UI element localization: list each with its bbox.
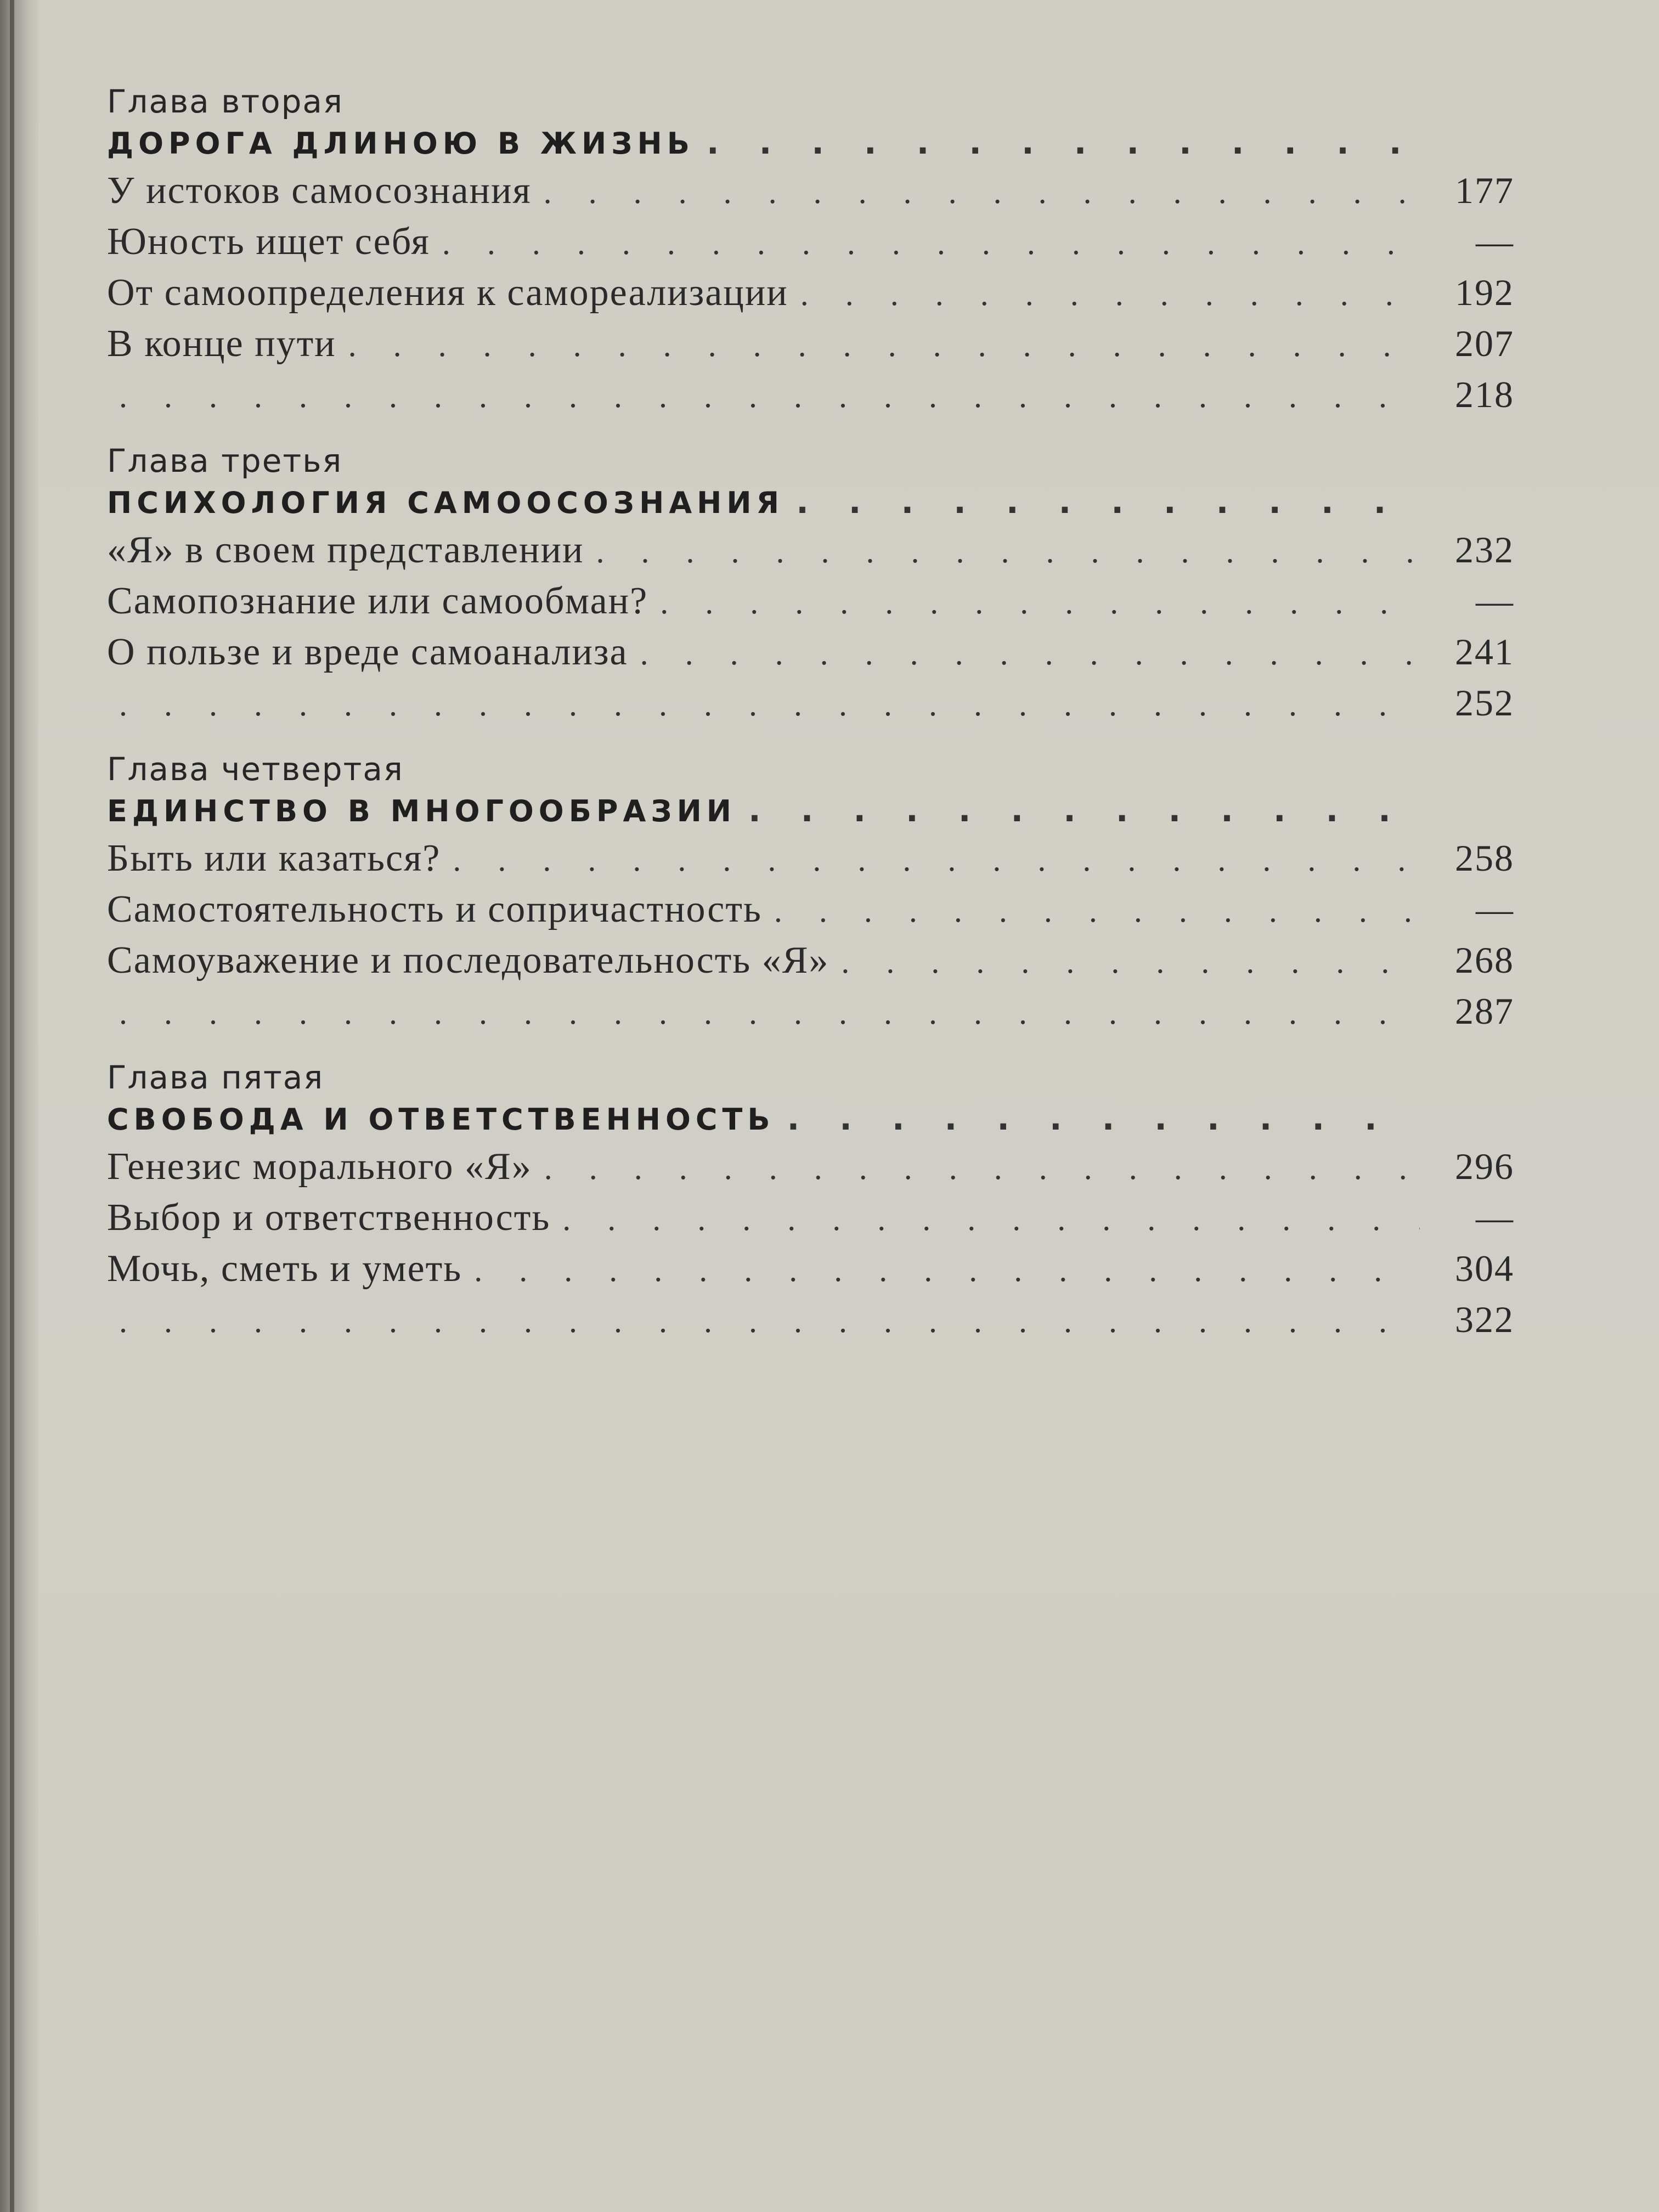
page-number: 304 xyxy=(1455,1248,1514,1289)
toc-entry xyxy=(107,678,1514,729)
toc-entry xyxy=(107,1193,1514,1244)
page-number: 258 xyxy=(1455,837,1514,879)
page-number: 287 xyxy=(1455,990,1514,1032)
toc-entry xyxy=(107,370,1514,421)
chapter-title: ДОРОГА ДЛИНОЮ В ЖИЗНЬ xyxy=(107,126,695,161)
page-number: — xyxy=(1476,580,1514,622)
chapter-5 xyxy=(107,1058,1514,1346)
chapter-title: СВОБОДА И ОТВЕТСТВЕННОСТЬ xyxy=(107,1102,775,1137)
entry-title: У истоков самосознания xyxy=(107,170,532,212)
page-number: — xyxy=(1476,1197,1514,1238)
chapter-4 xyxy=(107,750,1514,1037)
dot-leader xyxy=(562,1194,1420,1244)
toc-entry xyxy=(107,935,1514,986)
dot-leader xyxy=(748,788,1420,832)
dot-leader xyxy=(596,527,1420,576)
toc-entry xyxy=(107,268,1514,319)
dot-leader xyxy=(119,371,1420,421)
entry-title: Выбор и ответственность xyxy=(107,1197,551,1239)
toc-entry xyxy=(107,1244,1514,1295)
page-number: 177 xyxy=(1455,170,1514,211)
page-number: 268 xyxy=(1455,939,1514,981)
entry-title: О пользе и вреде самоанализа xyxy=(107,631,628,673)
toc-entry xyxy=(107,884,1514,935)
dot-leader xyxy=(841,937,1420,986)
page-number: 241 xyxy=(1455,631,1514,673)
chapter-3 xyxy=(107,442,1514,729)
dot-leader xyxy=(453,835,1420,884)
toc-entry xyxy=(107,627,1514,678)
toc-entry xyxy=(107,1295,1514,1346)
dot-leader xyxy=(119,988,1420,1037)
toc-entry xyxy=(107,166,1514,217)
toc-entry xyxy=(107,576,1514,627)
chapter-title: ЕДИНСТВО В МНОГООБРАЗИИ xyxy=(107,794,736,828)
chapter-label: Глава вторая xyxy=(107,83,343,120)
chapter-label: Глава пятая xyxy=(107,1059,324,1096)
entry-title: Мочь, сметь и уметь xyxy=(107,1248,462,1290)
entry-title: Юность ищет себя xyxy=(107,221,430,263)
table-of-contents xyxy=(107,82,1514,1346)
dot-leader xyxy=(544,1143,1420,1193)
page-number: 192 xyxy=(1455,272,1514,313)
dot-leader xyxy=(119,1296,1420,1346)
entry-title: Быть или казаться? xyxy=(107,837,441,879)
entry-title: Самостоятельность и сопричастность xyxy=(107,888,762,930)
entry-title: Самопознание или самообман? xyxy=(107,580,648,622)
dot-leader xyxy=(800,269,1420,319)
toc-entry xyxy=(107,525,1514,576)
entry-title: Генезис морального «Я» xyxy=(107,1146,532,1188)
dot-leader xyxy=(119,680,1420,729)
dot-leader xyxy=(640,629,1420,678)
chapter-label: Глава четвертая xyxy=(107,751,404,788)
dot-leader xyxy=(774,886,1420,935)
page-number: — xyxy=(1476,221,1514,262)
dot-leader xyxy=(544,167,1420,217)
toc-entry xyxy=(107,319,1514,370)
dot-leader xyxy=(660,578,1420,627)
toc-entry xyxy=(107,986,1514,1037)
chapter-title-row xyxy=(107,121,1514,166)
dot-leader xyxy=(474,1245,1420,1295)
chapter-title-row xyxy=(107,1097,1514,1142)
page-number: 232 xyxy=(1455,529,1514,571)
dot-leader xyxy=(442,218,1420,268)
chapter-2 xyxy=(107,82,1514,421)
page-number: 322 xyxy=(1455,1299,1514,1340)
chapter-title: ПСИХОЛОГИЯ САМООСОЗНАНИЯ xyxy=(107,486,785,520)
page-number: 207 xyxy=(1455,323,1514,364)
page-number: 218 xyxy=(1455,374,1514,415)
page-number: — xyxy=(1476,888,1514,930)
chapter-title-row xyxy=(107,480,1514,525)
entry-title: В конце пути xyxy=(107,323,336,365)
dot-leader xyxy=(796,480,1420,524)
entry-title: Самоуважение и последовательность «Я» xyxy=(107,939,830,981)
book-spine xyxy=(0,0,38,2212)
toc-entry xyxy=(107,833,1514,884)
toc-entry xyxy=(107,217,1514,268)
entry-title: От самоопределения к самореализации xyxy=(107,272,788,314)
toc-entry xyxy=(107,1142,1514,1193)
chapter-title-row xyxy=(107,788,1514,833)
dot-leader xyxy=(707,121,1420,165)
page-number: 296 xyxy=(1455,1146,1514,1187)
dot-leader xyxy=(787,1097,1420,1141)
spine-edge-line xyxy=(10,0,14,2212)
chapter-label: Глава третья xyxy=(107,442,343,479)
entry-title: «Я» в своем представлении xyxy=(107,529,584,571)
dot-leader xyxy=(348,320,1420,370)
page-number: 252 xyxy=(1455,682,1514,724)
